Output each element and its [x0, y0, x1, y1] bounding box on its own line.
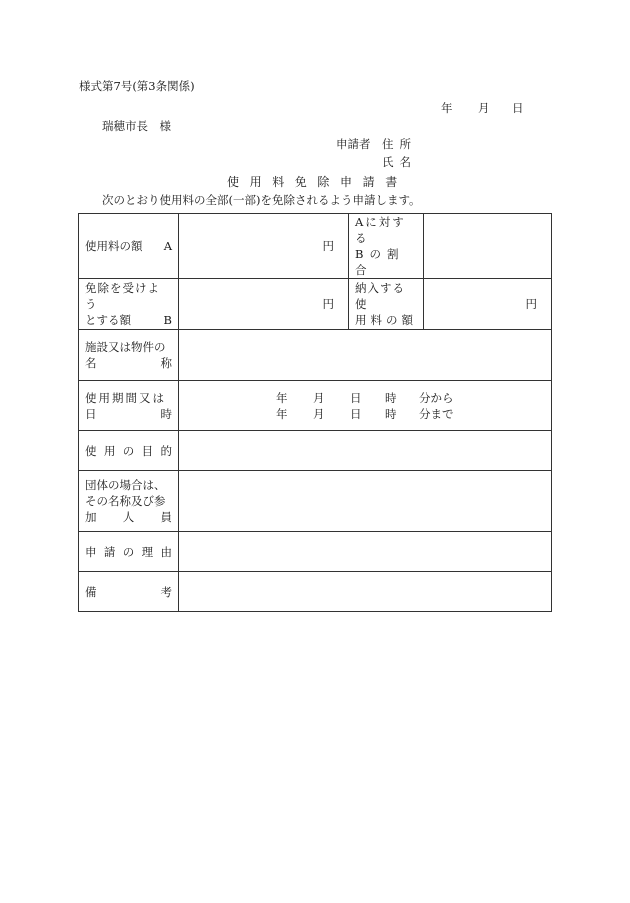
applicant-label: 申請者: [336, 137, 371, 151]
application-table: [78, 213, 552, 612]
to-month: 月: [313, 406, 325, 421]
yen-unit: 円: [322, 239, 334, 253]
facility-field[interactable]: [179, 330, 552, 381]
row-group: [79, 471, 552, 532]
payable-line1: 納入する使: [355, 281, 405, 311]
purpose-char: 用: [103, 443, 116, 458]
period-line1: 使用期間又は: [85, 390, 166, 405]
date-day: 日: [512, 101, 524, 115]
exempt-amount-field[interactable]: [179, 279, 349, 330]
row-reason: [79, 532, 552, 572]
from-month: 月: [313, 390, 325, 405]
facility-label: [79, 330, 179, 381]
reason-char: 理: [141, 544, 154, 559]
ratio-label-line1: Aに対する: [355, 215, 406, 245]
group-line1: 団体の場合は、: [85, 478, 166, 492]
reason-char: の: [122, 544, 135, 559]
purpose-char: の: [122, 443, 135, 458]
from-year: 年: [276, 390, 288, 405]
period-label: [79, 381, 179, 431]
address-label: 住所: [382, 137, 417, 151]
remarks-field[interactable]: [179, 572, 552, 612]
fee-amount-label: [79, 214, 179, 279]
name-label: 氏名: [382, 155, 417, 169]
group-char: 加: [85, 510, 97, 524]
to-year: 年: [276, 406, 288, 421]
period-to: [249, 406, 551, 422]
purpose-label: [79, 431, 179, 471]
from-hour: 時: [385, 390, 397, 405]
reason-label: [79, 532, 179, 572]
date-month: 月: [478, 101, 490, 115]
fee-amount-field[interactable]: [179, 214, 349, 279]
reason-char: 請: [103, 544, 116, 559]
row-exempt-amount: [79, 279, 552, 330]
form-id: 様式第7号(第3条関係): [79, 79, 195, 93]
payable-field[interactable]: [424, 279, 552, 330]
reason-char: 由: [160, 544, 172, 559]
row-period: [79, 381, 552, 431]
exempt-amount-line1: 免除を受けよう: [85, 281, 160, 311]
form-title: 使用料免除申請書: [227, 175, 408, 189]
row-facility: [79, 330, 552, 381]
period-hi: 日: [85, 406, 97, 421]
period-ji: 時: [160, 406, 172, 421]
payable-line2: 用料の額: [355, 313, 417, 327]
reason-field[interactable]: [179, 532, 552, 572]
to-day: 日: [350, 406, 362, 421]
group-char: 人: [122, 510, 135, 524]
period-from: [249, 390, 551, 406]
facility-sho: 称: [160, 356, 172, 370]
row-fee-amount: [79, 214, 552, 279]
purpose-field[interactable]: [179, 431, 552, 471]
exempt-amount-b: B: [163, 313, 172, 327]
ratio-label: [349, 214, 424, 279]
fee-amount-a: A: [163, 239, 172, 253]
from-minute: 分から: [419, 390, 454, 405]
payable-label: [349, 279, 424, 330]
purpose-char: 使: [85, 443, 97, 458]
period-field[interactable]: [179, 381, 552, 431]
facility-na: 名: [85, 356, 97, 370]
facility-line1: 施設又は物件の: [85, 340, 166, 354]
ratio-label-line2: Bの割合: [355, 247, 405, 277]
to-minute: 分まで: [419, 406, 454, 421]
group-field[interactable]: [179, 471, 552, 532]
row-remarks: [79, 572, 552, 612]
remarks-label: [79, 572, 179, 612]
exempt-amount-line2: とする額: [85, 313, 131, 327]
reason-char: 申: [85, 544, 97, 559]
purpose-char: 目: [141, 443, 154, 458]
ratio-field[interactable]: [424, 214, 552, 279]
from-day: 日: [350, 390, 362, 405]
yen-unit: 円: [322, 297, 334, 311]
exempt-amount-label: [79, 279, 179, 330]
group-char: 員: [160, 510, 172, 524]
addressee: 瑞穂市長 様: [102, 119, 171, 133]
yen-unit: 円: [525, 297, 537, 311]
remarks-char: 考: [160, 584, 172, 599]
intro-text: 次のとおり使用料の全部(一部)を免除されるよう申請します。: [102, 193, 421, 207]
purpose-char: 的: [160, 443, 172, 458]
group-line2: その名称及び参: [85, 494, 166, 508]
date-year: 年: [441, 101, 453, 115]
row-purpose: [79, 431, 552, 471]
remarks-char: 備: [85, 584, 97, 599]
group-label: [79, 471, 179, 532]
fee-amount-text: 使用料の額: [85, 239, 143, 253]
to-hour: 時: [385, 406, 397, 421]
